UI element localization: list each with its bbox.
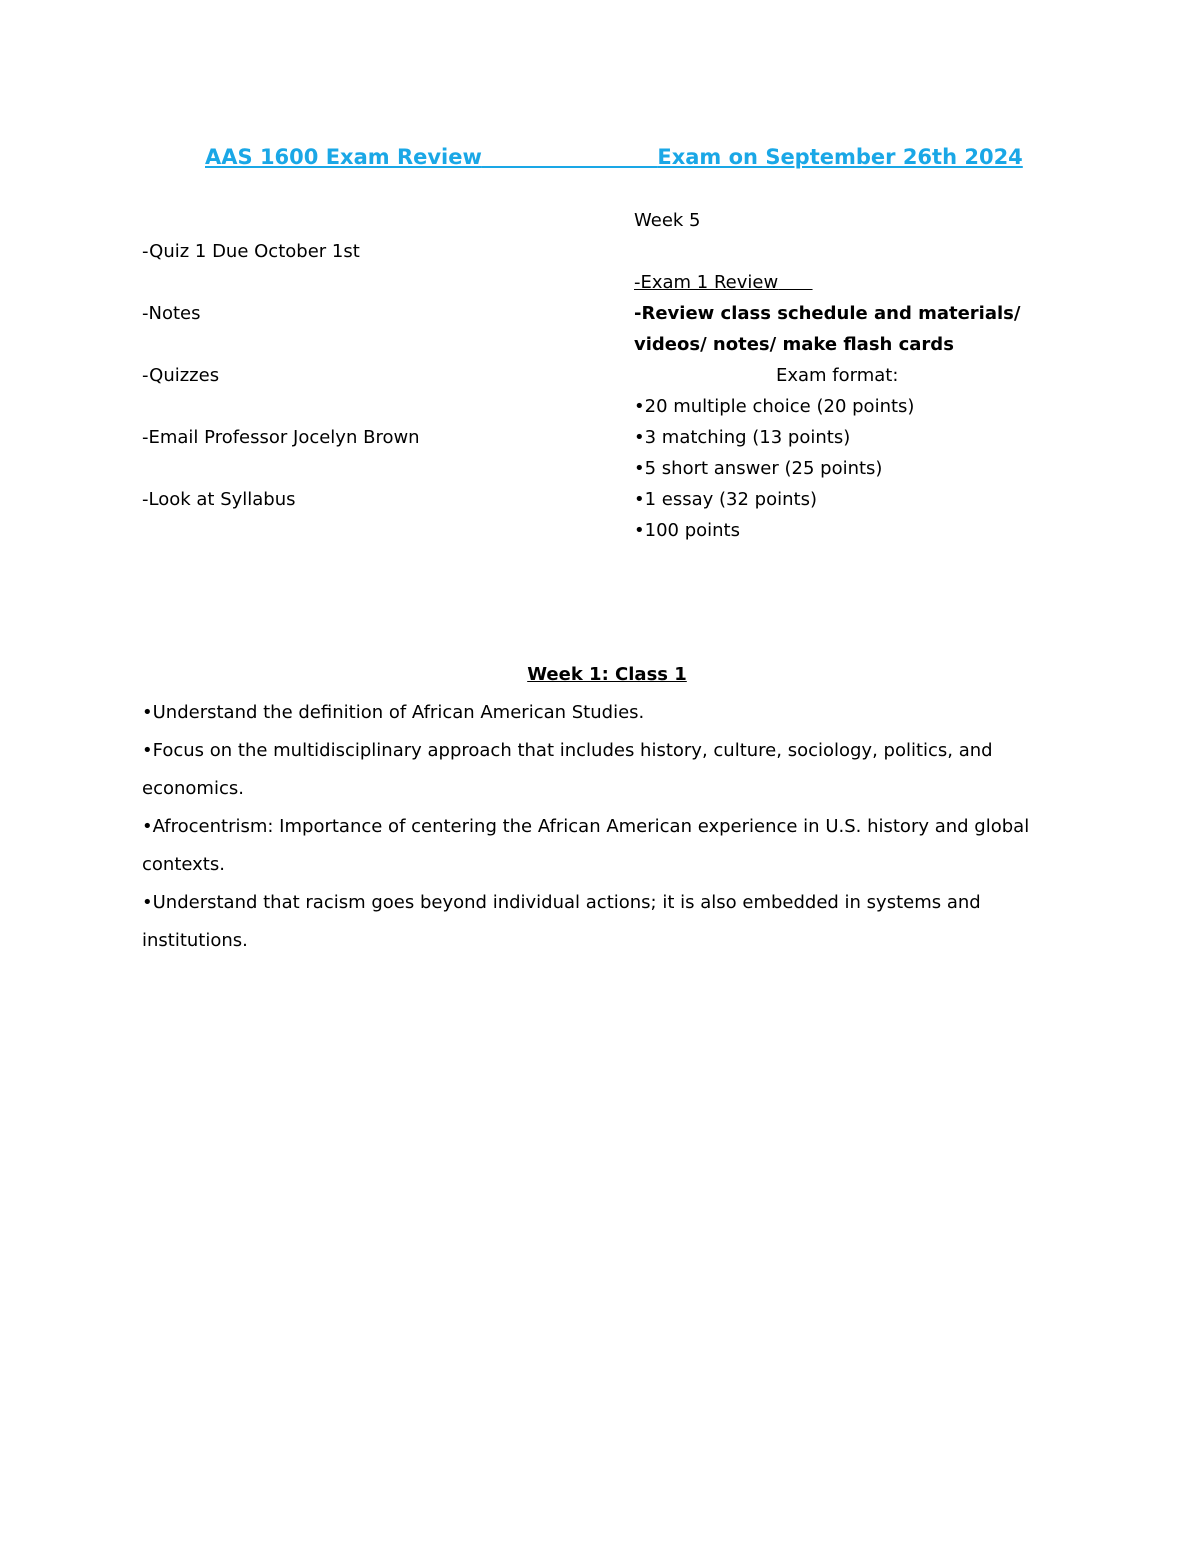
- format-item: •20 multiple choice (20 points): [634, 396, 915, 417]
- spacer: [634, 236, 1084, 267]
- week1-bullet: •Afrocentrism: Importance of centering the African American experience in U.S. history and global contexts.: [142, 816, 1030, 875]
- week1-title: Week 1: Class 1: [527, 664, 687, 685]
- todo-item: -Quiz 1 Due October 1st: [142, 241, 360, 262]
- todo-item: -Quizzes: [142, 365, 220, 386]
- format-item: •1 essay (32 points): [634, 489, 817, 510]
- format-item: •3 matching (13 points): [634, 427, 851, 448]
- review-heading-line: [634, 267, 1084, 298]
- review-instruction-1: -Review class schedule and materials/: [634, 303, 1021, 324]
- format-item: •100 points: [634, 520, 740, 541]
- course-title: AAS 1600 Exam Review: [205, 145, 482, 169]
- week1-bullet: •Focus on the multidisciplinary approach that includes history, culture, sociology, politics, and economics.: [142, 740, 993, 799]
- review-heading: -Exam 1 Review: [634, 272, 779, 293]
- todo-item: -Look at Syllabus: [142, 489, 296, 510]
- week1-section: [142, 658, 1072, 960]
- todo-item: -Notes: [142, 303, 201, 324]
- document-title: [205, 142, 1023, 172]
- title-gap: [482, 145, 657, 169]
- exam-format-label: Exam format:: [776, 365, 899, 386]
- week-label: Week 5: [634, 210, 701, 231]
- exam-info-panel: [634, 205, 1084, 546]
- week1-bullet: •Understand that racism goes beyond individual actions; it is also embedded in systems and institutions.: [142, 892, 981, 951]
- week1-bullet: •Understand the definition of African American Studies.: [142, 702, 645, 723]
- todo-item: -Email Professor Jocelyn Brown: [142, 427, 420, 448]
- review-instruction-2: videos/ notes/ make flash cards: [634, 334, 954, 355]
- exam-date-title: Exam on September 26th 2024: [657, 145, 1023, 169]
- todo-list: [142, 236, 602, 546]
- format-item: •5 short answer (25 points): [634, 458, 883, 479]
